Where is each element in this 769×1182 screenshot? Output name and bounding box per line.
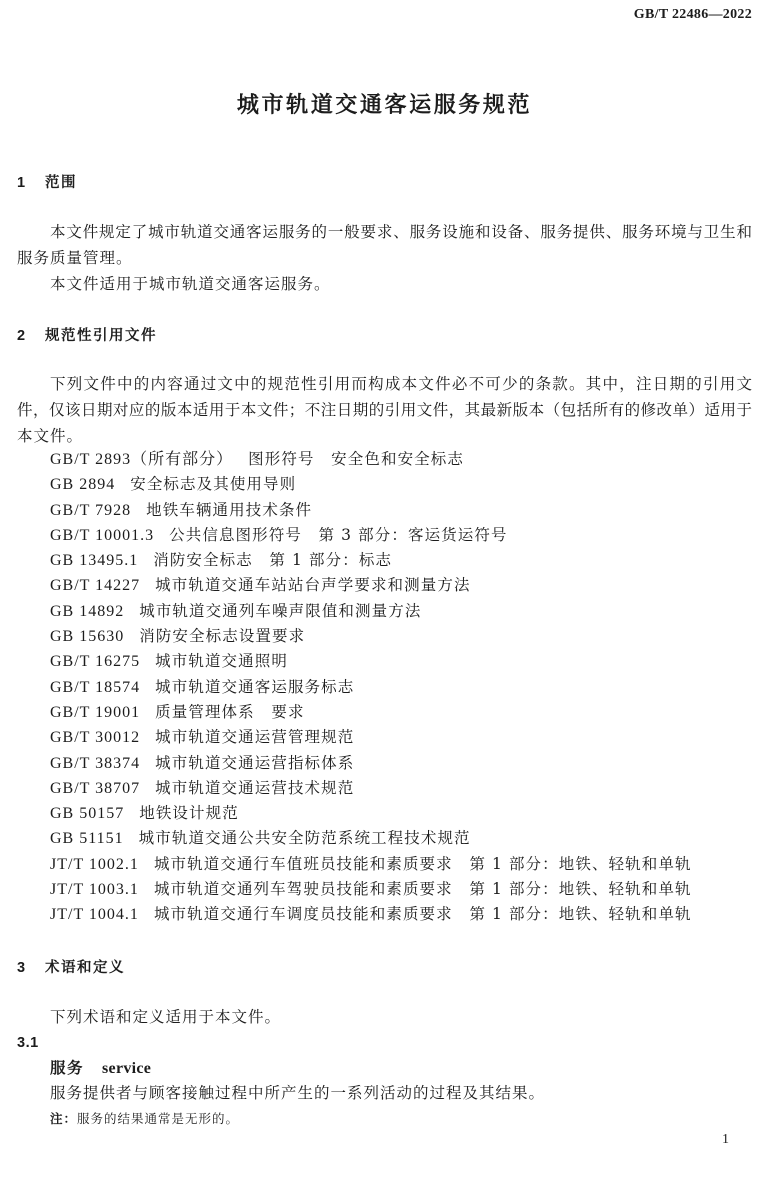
- reference-code: GB 2894: [50, 476, 116, 494]
- clause-number: 3.1: [17, 1035, 39, 1052]
- reference-item: [50, 877, 752, 902]
- reference-code: JT/T 1003.1: [50, 881, 139, 899]
- reference-title: 城市轨道交通照明: [155, 652, 288, 671]
- reference-list: [50, 447, 752, 928]
- reference-title: 质量管理体系 要求: [155, 702, 305, 721]
- reference-item: [50, 523, 752, 548]
- reference-title: 城市轨道交通公共安全防范系统工程技术规范: [138, 829, 471, 848]
- reference-item: [50, 624, 752, 649]
- document-title: 城市轨道交通客运服务规范: [236, 92, 533, 117]
- paragraph-line: 服务质量管理。: [17, 249, 133, 267]
- reference-title: 城市轨道交通运营技术规范: [155, 778, 355, 797]
- section-title: 规范性引用文件: [45, 328, 157, 344]
- reference-code: GB/T 30012: [50, 729, 141, 747]
- reference-code: GB/T 2893（所有部分）: [50, 451, 234, 468]
- paragraph-line: 下列文件中的内容通过文中的规范性引用而构成本文件必不可少的条款。其中，注日期的引用文: [50, 375, 752, 393]
- reference-item: [50, 472, 752, 497]
- term-note: [17, 1106, 752, 1131]
- section-body-terms: [17, 1005, 752, 1131]
- reference-title: 公共信息图形符号 第 3 部分：客运货运符号: [169, 525, 508, 544]
- paragraph-line: 本文件。: [17, 427, 84, 445]
- reference-title: 消防安全标志设置要求: [139, 627, 306, 646]
- reference-item: [50, 751, 752, 776]
- reference-code: JT/T 1002.1: [50, 855, 139, 873]
- section-heading-terms-and-definitions: [17, 955, 125, 981]
- reference-item: [50, 599, 752, 624]
- reference-item: [50, 447, 752, 472]
- reference-code: GB 15630: [50, 628, 125, 646]
- reference-item: [50, 498, 752, 523]
- paragraph-line: 件，仅该日期对应的版本适用于本文件；不注日期的引用文件，其最新版本（包括所有的修改单）适用于: [17, 401, 752, 419]
- reference-title: 城市轨道交通车站站台声学要求和测量方法: [155, 576, 471, 595]
- reference-item: [50, 852, 752, 877]
- reference-code: GB/T 18574: [50, 678, 141, 696]
- clause-number-row: [17, 1030, 752, 1055]
- reference-code: GB 50157: [50, 805, 125, 823]
- reference-code: GB/T 38707: [50, 779, 141, 797]
- reference-title: 城市轨道交通运营指标体系: [155, 753, 355, 772]
- section-title: 范围: [45, 175, 77, 191]
- reference-title: 城市轨道交通行车值班员技能和素质要求 第 1 部分：地铁、轻轨和单轨: [153, 854, 692, 873]
- reference-item: [50, 675, 752, 700]
- section-number: 2: [17, 328, 26, 344]
- reference-item: [50, 902, 752, 927]
- reference-title: 图形符号 安全色和安全标志: [248, 450, 464, 468]
- reference-title: 地铁设计规范: [139, 804, 239, 823]
- term-chinese: 服务: [50, 1059, 85, 1077]
- paragraph: 下列术语和定义适用于本文件。: [50, 1008, 282, 1026]
- reference-code: GB/T 10001.3: [50, 526, 155, 544]
- paragraph-line: 本文件规定了城市轨道交通客运服务的一般要求、服务设施和设备、服务提供、服务环境与卫生和: [50, 223, 752, 241]
- reference-code: GB 13495.1: [50, 552, 139, 570]
- reference-item: [50, 826, 752, 851]
- section-heading-scope: [17, 170, 77, 196]
- reference-item: [50, 776, 752, 801]
- reference-title: 城市轨道交通运营管理规范: [155, 728, 355, 747]
- section-number: 3: [17, 960, 26, 976]
- reference-item: [50, 573, 752, 598]
- term-english: service: [102, 1059, 152, 1077]
- note-label: 注：: [50, 1112, 78, 1127]
- section-title: 术语和定义: [45, 960, 125, 976]
- reference-title: 城市轨道交通客运服务标志: [155, 677, 355, 696]
- section-body-references-intro: [17, 371, 752, 449]
- reference-title: 城市轨道交通行车调度员技能和素质要求 第 1 部分：地铁、轻轨和单轨: [153, 905, 692, 924]
- reference-code: GB/T 14227: [50, 577, 141, 595]
- paragraph: 本文件适用于城市轨道交通客运服务。: [50, 275, 331, 293]
- section-heading-normative-references: [17, 323, 157, 349]
- reference-item: [50, 725, 752, 750]
- reference-code: JT/T 1004.1: [50, 906, 139, 924]
- reference-code: GB/T 38374: [50, 754, 141, 772]
- reference-code: GB/T 7928: [50, 501, 132, 519]
- section-body-scope: [17, 219, 752, 297]
- reference-item: [50, 700, 752, 725]
- reference-title: 城市轨道交通列车驾驶员技能和素质要求 第 1 部分：地铁、轻轨和单轨: [153, 880, 692, 899]
- term-entry: [17, 1056, 752, 1081]
- reference-title: 地铁车辆通用技术条件: [146, 500, 313, 519]
- reference-item: [50, 548, 752, 573]
- reference-title: 安全标志及其使用导则: [130, 475, 297, 494]
- reference-title: 城市轨道交通列车噪声限值和测量方法: [139, 601, 422, 620]
- section-number: 1: [17, 175, 26, 191]
- reference-item: [50, 649, 752, 674]
- term-definition: 服务提供者与顾客接触过程中所产生的一系列活动的过程及其结果。: [50, 1083, 546, 1102]
- reference-code: GB 51151: [50, 830, 124, 848]
- reference-title: 消防安全标志 第 1 部分：标志: [153, 551, 393, 570]
- reference-item: [50, 801, 752, 826]
- reference-code: GB 14892: [50, 602, 125, 620]
- note-text: 服务的结果通常是无形的。: [77, 1111, 240, 1127]
- reference-code: GB/T 16275: [50, 653, 141, 671]
- page-number: 1: [722, 1132, 729, 1147]
- document-number: GB/T 22486—2022: [633, 7, 752, 22]
- reference-code: GB/T 19001: [50, 703, 141, 721]
